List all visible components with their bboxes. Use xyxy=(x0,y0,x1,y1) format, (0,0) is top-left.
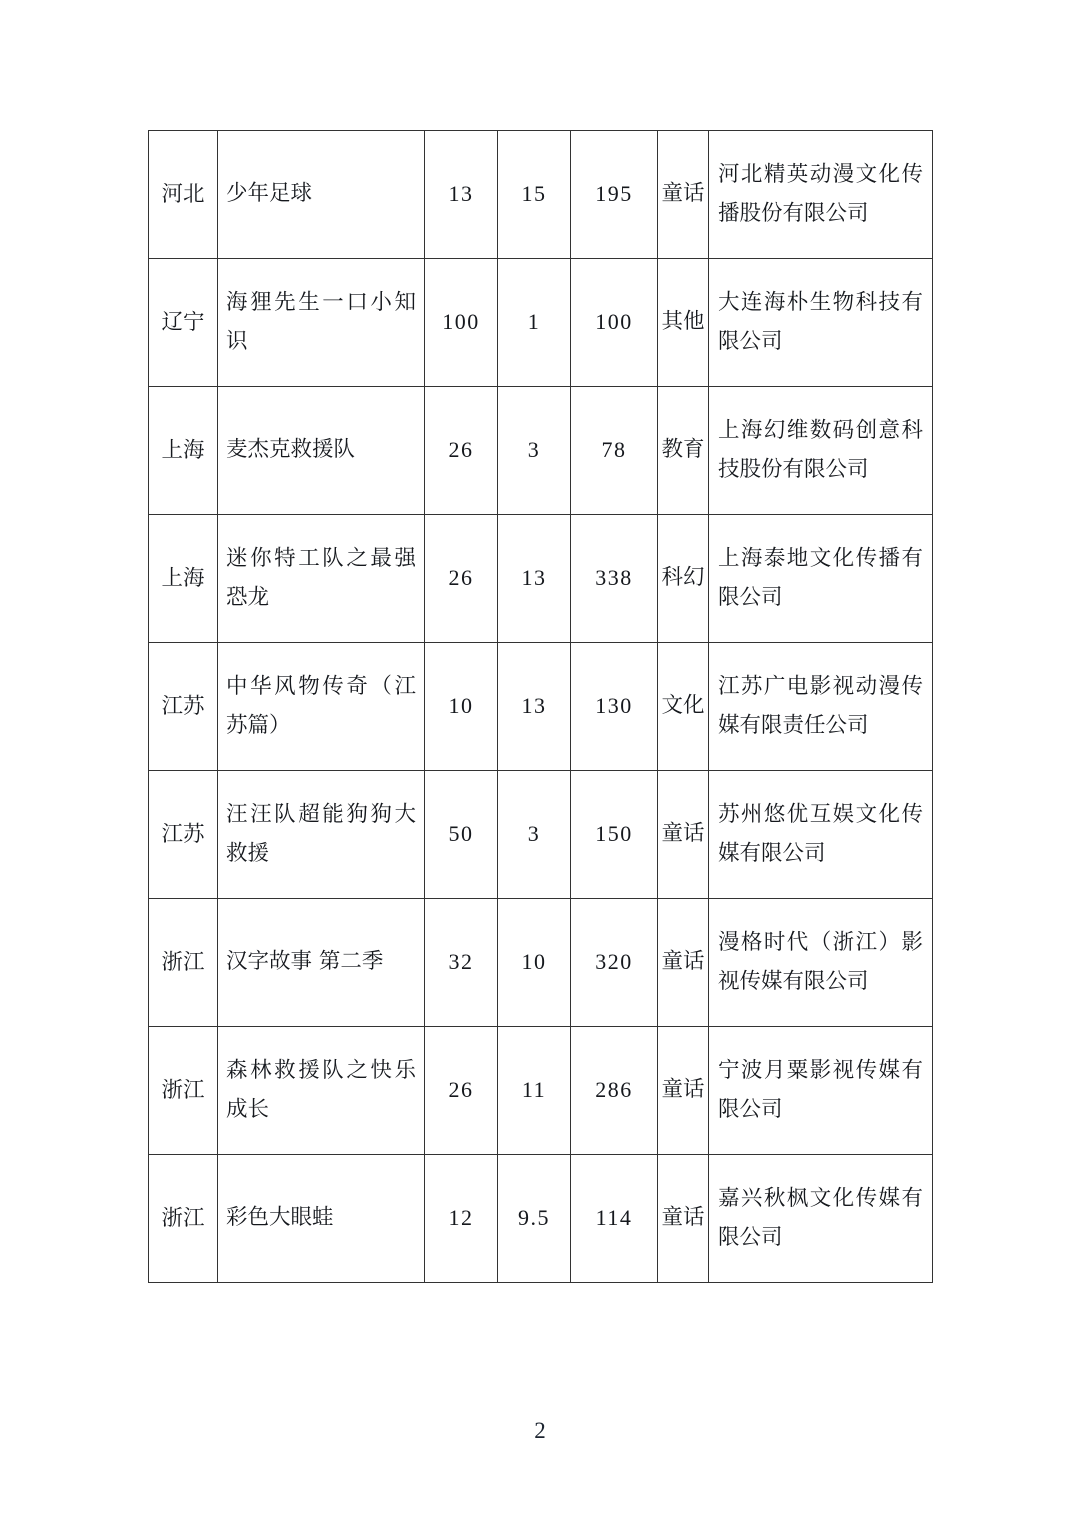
cell-genre xyxy=(658,131,709,259)
cell-episodes xyxy=(425,1155,498,1283)
cell-genre xyxy=(658,643,709,771)
cell-title-text: 麦杰克救援队 xyxy=(226,437,356,463)
cell-title xyxy=(218,643,425,771)
cell-title-text: 少年足球 xyxy=(226,181,313,207)
cell-total-minutes xyxy=(571,1155,658,1283)
cell-region-text: 上海 xyxy=(161,565,205,591)
cell-episodes-text: 26 xyxy=(448,565,474,591)
cell-total-minutes xyxy=(571,131,658,259)
cell-duration xyxy=(498,131,571,259)
cell-duration xyxy=(498,771,571,899)
cell-genre-text: 童话 xyxy=(661,949,705,975)
cell-company xyxy=(709,771,933,899)
cell-total-minutes-text: 320 xyxy=(595,949,633,975)
cell-region-text: 江苏 xyxy=(161,693,205,719)
cell-genre xyxy=(658,387,709,515)
cell-company-text: 河北精英动漫文化传播股份有限公司 xyxy=(718,162,923,226)
cell-company-text: 江苏广电影视动漫传媒有限责任公司 xyxy=(718,674,923,738)
cell-episodes-text: 13 xyxy=(448,181,474,207)
cell-company xyxy=(709,1155,933,1283)
cell-title-text: 汪汪队超能狗狗大救援 xyxy=(226,802,416,866)
cell-episodes xyxy=(425,643,498,771)
cell-episodes xyxy=(425,259,498,387)
cell-region-text: 辽宁 xyxy=(161,309,205,335)
cell-genre-text: 其他 xyxy=(661,309,705,335)
cell-company-text: 宁波月粟影视传媒有限公司 xyxy=(718,1058,923,1122)
cell-episodes-text: 26 xyxy=(448,437,474,463)
cell-title-text: 海狸先生一口小知识 xyxy=(226,290,416,354)
cell-total-minutes xyxy=(571,387,658,515)
cell-region xyxy=(149,1027,218,1155)
cell-company-text: 上海幻维数码创意科技股份有限公司 xyxy=(718,418,923,482)
cell-genre-text: 童话 xyxy=(661,821,705,847)
cell-total-minutes-text: 100 xyxy=(595,309,633,335)
cell-region xyxy=(149,387,218,515)
cell-title xyxy=(218,131,425,259)
table-row xyxy=(149,643,933,771)
cell-episodes xyxy=(425,1027,498,1155)
cell-company-text: 漫格时代（浙江）影视传媒有限公司 xyxy=(718,930,923,994)
cell-genre-text: 教育 xyxy=(661,437,705,463)
cell-duration-text: 10 xyxy=(521,949,547,975)
cell-episodes xyxy=(425,899,498,1027)
cell-title xyxy=(218,1027,425,1155)
cell-title xyxy=(218,259,425,387)
cell-episodes-text: 50 xyxy=(448,821,474,847)
cell-episodes xyxy=(425,387,498,515)
cell-genre-text: 童话 xyxy=(661,1077,705,1103)
cell-genre xyxy=(658,515,709,643)
table-body xyxy=(149,131,933,1283)
cell-company-text: 上海泰地文化传播有限公司 xyxy=(718,546,923,610)
cell-genre-text: 科幻 xyxy=(661,565,705,591)
cell-total-minutes xyxy=(571,1027,658,1155)
cell-total-minutes xyxy=(571,899,658,1027)
cell-title-text: 迷你特工队之最强恐龙 xyxy=(226,546,416,610)
cell-duration-text: 11 xyxy=(521,1077,547,1103)
table-row xyxy=(149,515,933,643)
cell-duration xyxy=(498,899,571,1027)
cell-duration xyxy=(498,1155,571,1283)
animation-project-table xyxy=(148,130,933,1283)
cell-region-text: 浙江 xyxy=(161,1205,205,1231)
cell-genre-text: 文化 xyxy=(661,693,705,719)
page-number: 2 xyxy=(534,1418,546,1443)
cell-total-minutes-text: 78 xyxy=(601,437,627,463)
cell-title-text: 彩色大眼蛙 xyxy=(226,1205,334,1231)
cell-region-text: 浙江 xyxy=(161,1077,205,1103)
cell-genre xyxy=(658,1027,709,1155)
cell-genre-text: 童话 xyxy=(661,1205,705,1231)
cell-genre xyxy=(658,1155,709,1283)
cell-title xyxy=(218,1155,425,1283)
cell-episodes xyxy=(425,771,498,899)
cell-total-minutes-text: 286 xyxy=(595,1077,633,1103)
cell-company-text: 嘉兴秋枫文化传媒有限公司 xyxy=(718,1186,923,1250)
cell-company xyxy=(709,899,933,1027)
cell-episodes xyxy=(425,515,498,643)
table-row xyxy=(149,387,933,515)
cell-company xyxy=(709,387,933,515)
cell-company-text: 大连海朴生物科技有限公司 xyxy=(718,290,923,354)
cell-duration-text: 13 xyxy=(521,693,547,719)
cell-total-minutes xyxy=(571,771,658,899)
cell-total-minutes-text: 150 xyxy=(595,821,633,847)
cell-total-minutes xyxy=(571,643,658,771)
cell-total-minutes-text: 195 xyxy=(595,181,633,207)
cell-company xyxy=(709,515,933,643)
cell-title-text: 汉字故事 第二季 xyxy=(226,949,384,975)
cell-region xyxy=(149,259,218,387)
cell-duration xyxy=(498,387,571,515)
cell-episodes-text: 10 xyxy=(448,693,474,719)
cell-title xyxy=(218,515,425,643)
cell-duration xyxy=(498,643,571,771)
table-row xyxy=(149,1155,933,1283)
cell-duration xyxy=(498,515,571,643)
cell-region-text: 江苏 xyxy=(161,821,205,847)
cell-region xyxy=(149,1155,218,1283)
cell-duration-text: 1 xyxy=(527,309,541,335)
cell-title xyxy=(218,771,425,899)
table-row xyxy=(149,771,933,899)
cell-total-minutes-text: 338 xyxy=(595,565,633,591)
cell-episodes-text: 32 xyxy=(448,949,474,975)
cell-region xyxy=(149,643,218,771)
cell-region xyxy=(149,899,218,1027)
cell-episodes xyxy=(425,131,498,259)
cell-duration-text: 3 xyxy=(527,821,541,847)
cell-title-text: 中华风物传奇（江苏篇） xyxy=(226,674,416,738)
cell-company xyxy=(709,131,933,259)
cell-region xyxy=(149,131,218,259)
cell-total-minutes xyxy=(571,259,658,387)
table-row xyxy=(149,899,933,1027)
cell-genre xyxy=(658,259,709,387)
cell-episodes-text: 12 xyxy=(448,1205,474,1231)
cell-genre xyxy=(658,899,709,1027)
cell-duration-text: 15 xyxy=(521,181,547,207)
cell-total-minutes xyxy=(571,515,658,643)
cell-total-minutes-text: 130 xyxy=(595,693,633,719)
cell-episodes-text: 26 xyxy=(448,1077,474,1103)
cell-episodes-text: 100 xyxy=(442,309,480,335)
cell-title xyxy=(218,387,425,515)
cell-duration xyxy=(498,1027,571,1155)
cell-region-text: 河北 xyxy=(161,181,205,207)
cell-title-text: 森林救援队之快乐成长 xyxy=(226,1058,416,1122)
cell-company xyxy=(709,1027,933,1155)
cell-title xyxy=(218,899,425,1027)
cell-genre xyxy=(658,771,709,899)
cell-region xyxy=(149,771,218,899)
cell-region-text: 浙江 xyxy=(161,949,205,975)
cell-company xyxy=(709,643,933,771)
cell-total-minutes-text: 114 xyxy=(595,1205,633,1231)
cell-genre-text: 童话 xyxy=(661,181,705,207)
table-row xyxy=(149,1027,933,1155)
table-row xyxy=(149,259,933,387)
cell-duration-text: 9.5 xyxy=(518,1205,550,1231)
cell-region xyxy=(149,515,218,643)
cell-duration-text: 13 xyxy=(521,565,547,591)
cell-duration xyxy=(498,259,571,387)
cell-duration-text: 3 xyxy=(527,437,541,463)
cell-region-text: 上海 xyxy=(161,437,205,463)
table-row xyxy=(149,131,933,259)
cell-company xyxy=(709,259,933,387)
cell-company-text: 苏州悠优互娱文化传媒有限公司 xyxy=(718,802,923,866)
